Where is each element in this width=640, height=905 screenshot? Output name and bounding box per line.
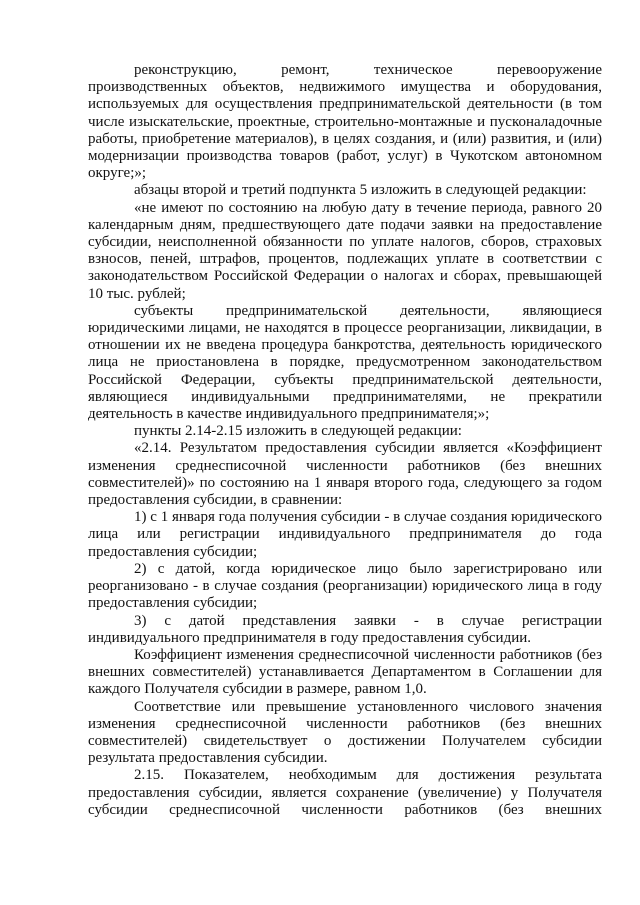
paragraph-item-2: 2) с датой, когда юридическое лицо было зарегистрировано или реорганизовано - в случае создания (реорганизации) юридического лица в году предоставления субсидии; <box>88 560 602 612</box>
paragraph-tax-obligations: «не имеют по состоянию на любую дату в течение периода, равного 20 календарным дням, предшествующего дате подачи заявки на предоставление субсидии, неисполненной обязанности по уплате налогов, сборов, страховых взносов, пеней, штрафов, процентов, подлежащих уплате в соответствии с законодательством Российской Федерации о налогах и сборах, превышающей 10 тыс. рублей; <box>88 199 602 302</box>
paragraph-points-intro: пункты 2.14-2.15 изложить в следующей редакции: <box>134 423 462 440</box>
paragraph-item-1: 1) с 1 января года получения субсидии - в случае создания юридического лица или регистрации индивидуального предпринимателя до года предоставления субсидии; <box>88 509 602 560</box>
paragraph-2-14-result: «2.14. Результатом предоставления субсидии является «Коэффициент изменения среднесписочной численности работников (без внешних совместителей)» по состоянию на 1 января второго года, следующего за годом предоставления субсидии, в сравнении: <box>88 440 602 509</box>
paragraph-reconstruction: реконструкцию, ремонт, техническое перевооружение производственных объектов, недвижимого имущества и оборудования, используемых для осуществления предпринимательской деятельности (в том числе изыскательские, проектные, строительно-монтажные и пусконаладочные работы, приобретение материалов), в целях создания, и (или) развития, и (или) модернизации производства товаров (работ, услуг) в Чукотском автономном округе;»; <box>88 62 602 182</box>
paragraph-legal-entities: субъекты предпринимательской деятельности, являющиеся юридическими лицами, не находятся в процессе реорганизации, ликвидации, в отношении их не введена процедура банкротства, деятельность юридического лица не приостановлена в порядке, предусмотренном законодательством Российской Федерации, субъекты предпринимательской деятельности, являющиеся индивидуальными предпринимателями, не прекратили деятельность в качестве индивидуального предпринимателя;»; <box>88 302 602 423</box>
paragraph-compliance: Соответствие или превышение установленного числового значения изменения среднесписочной численности работников (без внешних совместителей) свидетельствует о достижении Получателем субсидии результата предоставления субсидии. <box>88 698 602 767</box>
paragraph-coefficient: Коэффициент изменения среднесписочной численности работников (без внешних совместителей) устанавливается Департаментом в Соглашении для каждого Получателя субсидии в размере, равном 1,0. <box>88 646 602 698</box>
document-page <box>88 62 602 819</box>
paragraph-2-15-indicator: 2.15. Показателем, необходимым для достижения результата предоставления субсидии, является сохранение (увеличение) у Получателя субсидии среднесписочной численности работников (без внешних <box>88 767 602 818</box>
paragraph-subpoint-5-intro: абзацы второй и третий подпункта 5 изложить в следующей редакции: <box>134 182 587 199</box>
paragraph-item-3: 3) с датой представления заявки - в случае регистрации индивидуального предпринимателя в году предоставления субсидии. <box>88 612 602 646</box>
